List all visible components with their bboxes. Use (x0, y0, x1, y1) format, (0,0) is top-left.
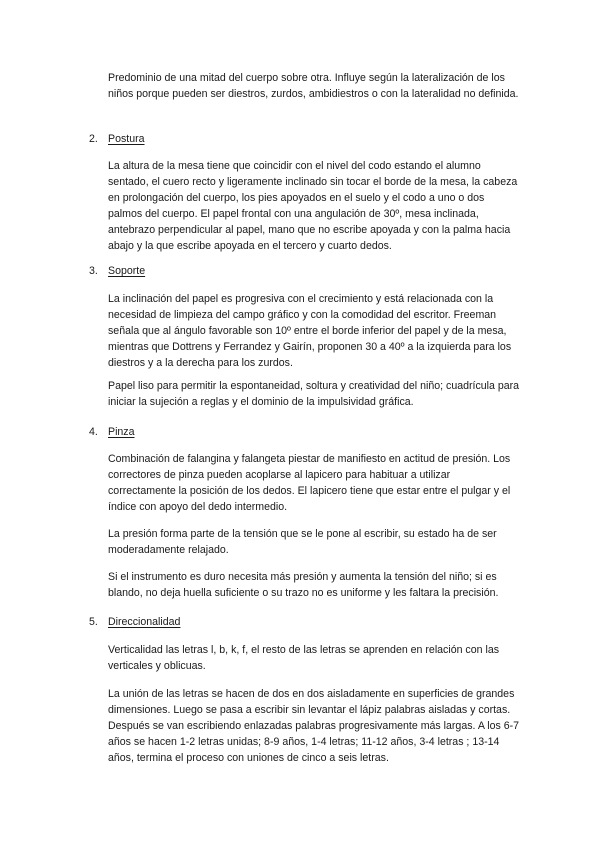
section-heading-postura (89, 131, 145, 147)
section-number: 4. (89, 426, 98, 438)
section-heading-soporte (89, 263, 145, 279)
section-title: Postura (108, 133, 145, 145)
postura-paragraph: La altura de la mesa tiene que coincidir con el nivel del codo estando el alumno sentado, el cuero recto y ligeramente inclinado sin tocar el borde de la mesa, la cabeza en prolongación del cuerpo, los pies apoyados en el suelo y el codo a uno o dos palmos del cuerpo. El papel frontal con una angulación de 30º, mesa inclinada, antebrazo perpendicular al papel, mano que no escribe apoyada y con la palma hacia abajo y la que escribe apoyada en el tercero y cuarto dedos. (108, 160, 518, 252)
section-title: Direccionalidad (108, 616, 181, 628)
section-title: Pinza (108, 426, 135, 438)
pinza-paragraph-1: Combinación de falangina y falangeta piestar de manifiesto en actitud de presión. Los correctores de pinza pueden acoplarse al lapicero para habituar a utilizar correctamente la posición de los dedos. El lapicero tiene que estar entre el pulgar y el índice con apoyo del dedo intermedio. (108, 453, 511, 513)
section-number: 5. (89, 616, 98, 628)
pinza-paragraph-3: Si el instrumento es duro necesita más presión y aumenta la tensión del niño; si es blando, no deja huella suficiente o su trazo no es uniforme y les faltara la precisión. (108, 571, 499, 599)
section-title: Soporte (108, 265, 146, 277)
intro-paragraph: Predominio de una mitad del cuerpo sobre otra. Influye según la lateralización de los niños porque pueden ser diestros, zurdos, ambidiestros o con la lateralidad no definida. (108, 72, 519, 100)
section-number: 3. (89, 265, 98, 277)
section-heading-pinza (89, 424, 135, 440)
section-number: 2. (89, 133, 98, 145)
pinza-paragraph-2: La presión forma parte de la tensión que se le pone al escribir, su estado ha de ser moderadamente relajado. (108, 528, 497, 556)
soporte-paragraph-1: La inclinación del papel es progresiva con el crecimiento y está relacionada con la necesidad de limpieza del campo gráfico y con la comodidad del escritor. Freeman señala que al ángulo favorable son 10º entre el borde inferior del papel y de la mesa, mientras que Dottrens y Ferrandez y Gairín, proponen 30 a 40º a la izquierda para los diestros y a la derecha para los zurdos. (108, 293, 512, 369)
section-heading-direccionalidad (89, 614, 180, 630)
soporte-paragraph-2: Papel liso para permitir la espontaneidad, soltura y creatividad del niño; cuadrícula para iniciar la sujeción a reglas y el dominio de la impulsividad gráfica. (108, 380, 520, 408)
direccionalidad-paragraph-1: Verticalidad las letras l, b, k, f, el resto de las letras se aprenden en relación con las verticales y oblicuas. (108, 644, 500, 672)
direccionalidad-paragraph-2: La unión de las letras se hacen de dos en dos aisladamente en superficies de grandes dimensiones. Luego se pasa a escribir sin levantar el lápiz palabras aisladas y cortas. Después se van escribiendo enlazadas palabras progresivamente más largas. A los 6-7 años se hacen 1-2 letras unidas; 8-9 años, 1-4 letras; 11-12 años, 3-4 letras ; 13-14 años, termina el proceso con uniones de cinco a seis letras. (108, 688, 520, 764)
